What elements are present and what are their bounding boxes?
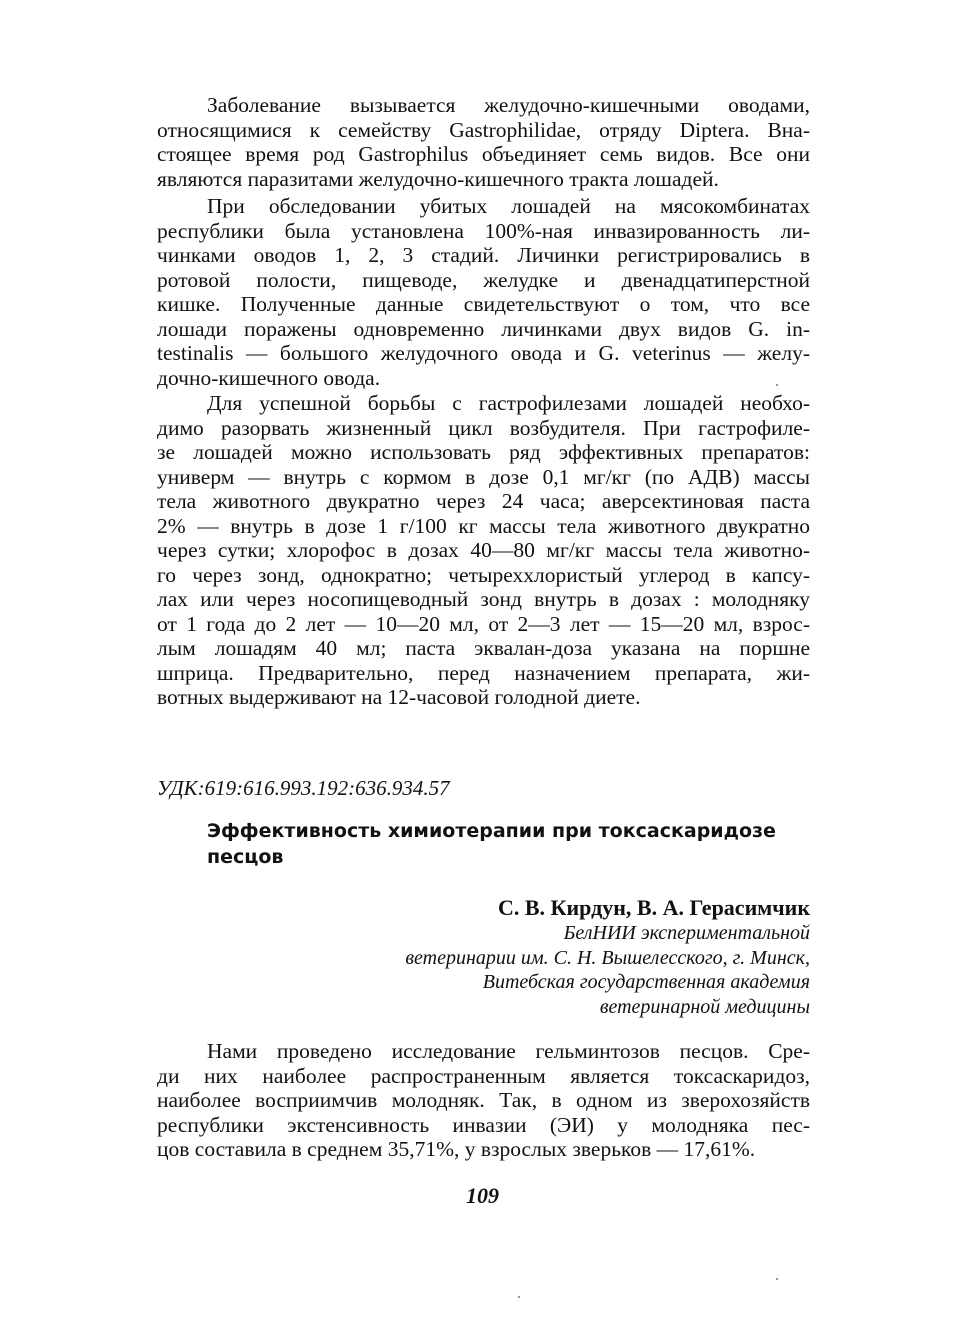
title-line: песцов	[207, 846, 284, 868]
text-line: ротовой полости, пищеводе, желудке и двенадцатиперстной	[157, 267, 810, 292]
text-line: дочно-кишечного овода.	[157, 365, 381, 390]
text-line: лах или через носопищеводный зонд внутрь в дозах : молодняку	[157, 587, 810, 611]
text-line: Для успешной борьбы с гастрофилезами лошадей необхо-	[207, 391, 810, 415]
text-line: чинками оводов 1, 2, 3 стадий. Личинки регистрировались в	[157, 243, 810, 267]
text-line: от 1 года до 2 лет — 10—20 мл, от 2—3 лет — 15—20 мл, взрос-	[157, 611, 810, 636]
text-line: наиболее восприимчив молодняк. Так, в одном из зверохозяйств	[157, 1088, 810, 1112]
paragraph-article-intro	[157, 1039, 810, 1162]
text-line: лошади поражены одновременно личинками двух видов G. in-	[157, 316, 810, 341]
article-title	[207, 818, 807, 870]
text-line: Заболевание вызывается желудочно-кишечными оводами,	[207, 93, 810, 117]
text-line: зе лошадей можно использовать ряд эффективных препаратов:	[157, 440, 810, 464]
text-line: тела животного двукратно через 24 часа; аверсектиновая паста	[157, 489, 810, 513]
page-number: 109	[466, 1183, 499, 1208]
text-line: шприца. Предварительно, перед назначением препарата, жи-	[157, 660, 810, 685]
text-line: универм — внутрь с кормом в дозе 0,1 мг/кг (по АДВ) массы	[157, 464, 810, 489]
text-line: 2% — внутрь в дозе 1 г/100 кг массы тела животного двукратно	[157, 513, 810, 538]
udk-code: УДК:619:616.993.192:636.934.57	[157, 776, 450, 800]
text-line: республики была установлена 100%-ная инвазированность ли-	[157, 218, 810, 243]
affiliation-line: ветеринарной медицины	[599, 995, 810, 1018]
affiliation-line: БелНИИ экспериментальной	[563, 922, 810, 944]
scan-speck	[776, 1278, 778, 1280]
text-line: При обследовании убитых лошадей на мясокомбинатах	[207, 194, 810, 218]
paragraph-survey-results	[157, 194, 810, 390]
paragraph-gastrophilus-intro	[157, 93, 810, 191]
text-line: относящимися к семейству Gastrophilidae, отряду Diptera. Вна-	[157, 117, 810, 142]
affiliation-line: Витебская государственная академия	[482, 971, 810, 993]
text-line: через сутки; хлорофос в дозах 40—80 мг/кг массы тела животно-	[157, 538, 810, 562]
text-line: Нами проведено исследование гельминтозов песцов. Сре-	[207, 1039, 810, 1063]
text-line: го через зонд, однократно; четыреххлористый углерод в капсу-	[157, 562, 810, 587]
text-line: кишке. Полученные данные свидетельствуют о том, что все	[157, 292, 810, 316]
text-line: вотных выдерживают на 12-часовой голодной диете.	[157, 685, 641, 709]
title-line: Эффективность химиотерапии при токсаскаридозе	[207, 820, 776, 842]
text-line: лым лошадям 40 мл; паста эквалан-доза указана на поршне	[157, 636, 810, 660]
affiliation-line: ветеринарии им. С. Н. Вышелесского, г. Минск,	[405, 946, 810, 969]
article-authors: С. В. Кирдун, В. А. Герасимчик	[497, 895, 810, 920]
text-line: стоящее время род Gastrophilus объединяет семь видов. Все они	[157, 142, 810, 166]
text-line: димо разорвать жизненный цикл возбудителя. При гастрофиле-	[157, 415, 810, 440]
text-line: республики экстенсивность инвазии (ЭИ) у молодняка пес-	[157, 1112, 810, 1137]
scan-speck	[776, 384, 778, 386]
scan-speck	[518, 1296, 520, 1298]
text-line: testinalis — большого желудочного овода и G. veterinus — желу-	[157, 341, 810, 365]
text-line: ди них наиболее распространенным является токсаскаридоз,	[157, 1063, 810, 1088]
author-affiliation	[405, 921, 810, 1019]
paragraph-treatment	[157, 391, 810, 710]
text-line: являются паразитами желудочно-кишечного тракта лошадей.	[157, 166, 719, 191]
text-line: цов составила в среднем 35,71%, у взрослых зверьков — 17,61%.	[157, 1137, 756, 1161]
